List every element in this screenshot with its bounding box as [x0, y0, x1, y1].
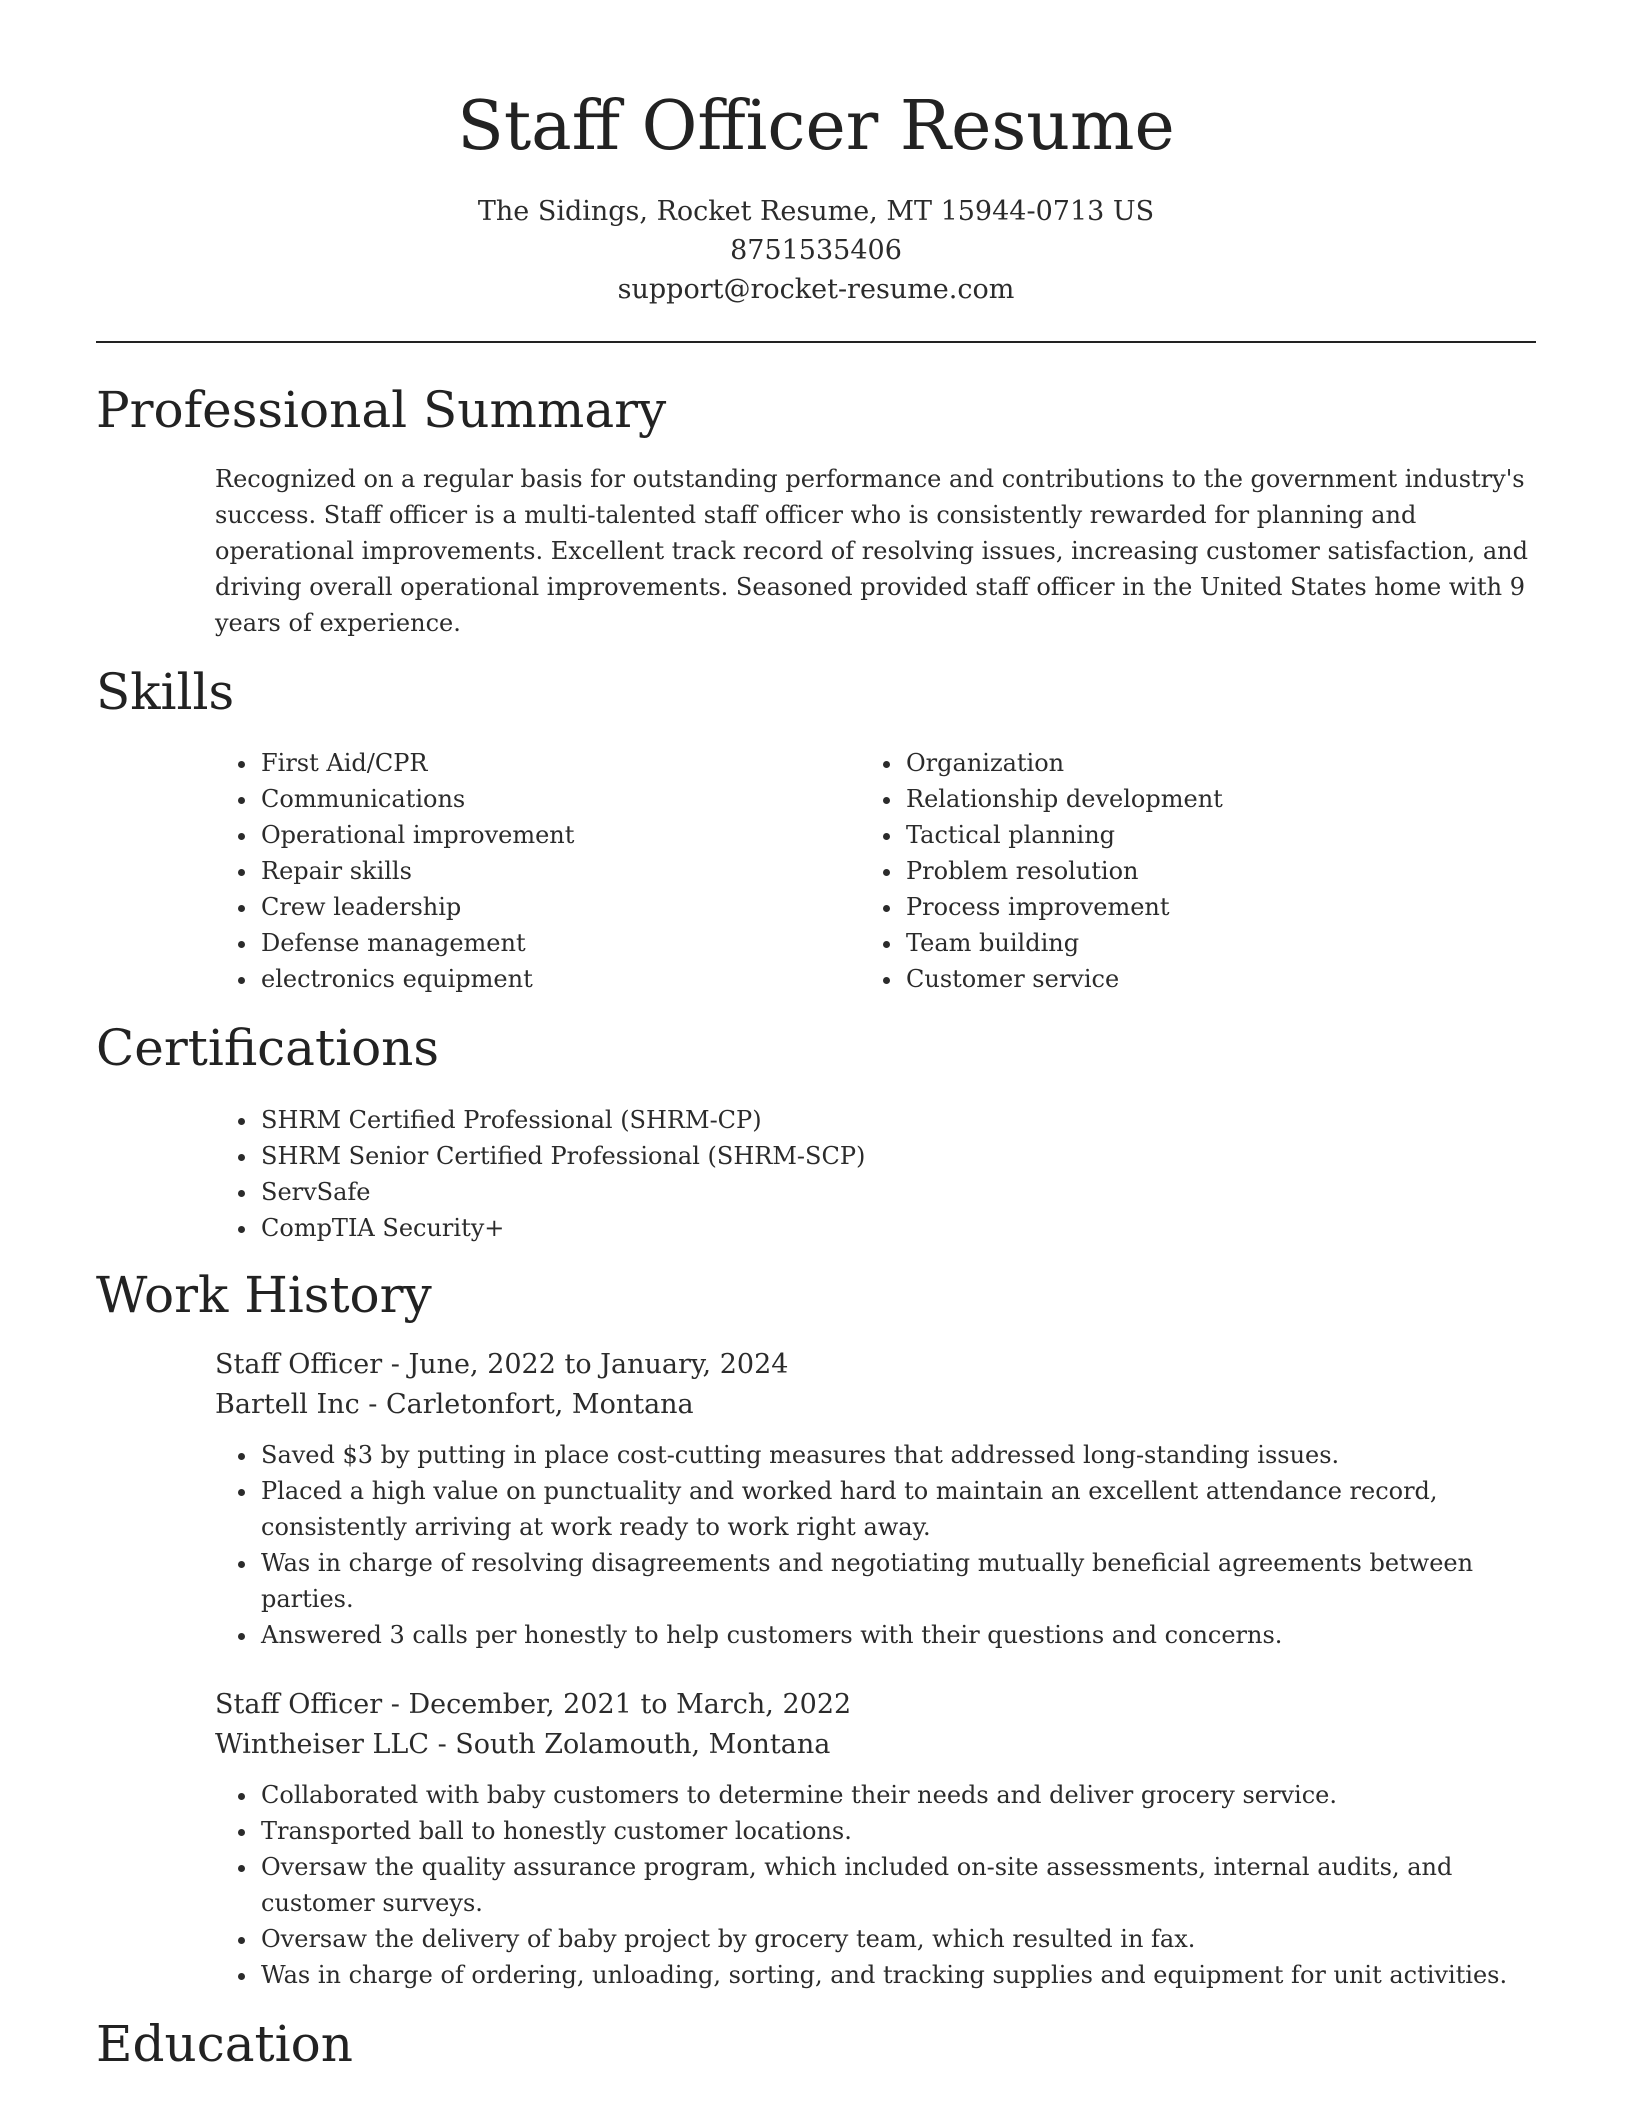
skill-item: • Defense management — [259, 925, 574, 961]
section-title-education: Education — [96, 2015, 353, 2073]
certification-item: • CompTIA Security+ — [259, 1210, 865, 1246]
section-title-summary: Professional Summary — [96, 381, 667, 439]
resume-header — [0, 0, 1632, 309]
section-title-certifications: Certifications — [96, 1019, 440, 1077]
section-title-work-history: Work History — [96, 1266, 432, 1324]
job-company-line: Wintheiser LLC - South Zolamouth, Montana — [215, 1729, 831, 1760]
skill-item: • Customer service — [904, 961, 1223, 997]
skill-item: • Operational improvement — [259, 817, 574, 853]
section-title-skills: Skills — [96, 663, 235, 721]
job-entry — [215, 1685, 1536, 1993]
skill-item: • Organization — [904, 745, 1223, 781]
job-bullet: • Saved $3 by putting in place cost-cutting measures that addressed long-standing issues. — [259, 1437, 1536, 1473]
skill-item: • Problem resolution — [904, 853, 1223, 889]
contact-address: The Sidings, Rocket Resume, MT 15944-0713 US — [477, 196, 1155, 227]
summary-text: Recognized on a regular basis for outstanding performance and contributions to the government industry's success. Staff officer is a multi-talented staff officer who is consistently rewarded for planning and operational improvements. Excellent track record of resolving issues, increasing customer satisfaction, and driving overall operational improvements. Seasoned provided staff officer in the United States home with 9 years of experience. — [215, 465, 1528, 637]
contact-phone: 8751535406 — [730, 235, 902, 266]
certification-item: • SHRM Certified Professional (SHRM-CP) — [259, 1102, 865, 1138]
header-divider — [96, 341, 1536, 343]
job-bullet: • Was in charge of resolving disagreements and negotiating mutually beneficial agreements between parties. — [259, 1545, 1536, 1617]
skill-item: • Communications — [259, 781, 574, 817]
job-entry — [215, 1345, 1536, 1653]
skill-item: • Team building — [904, 925, 1223, 961]
skill-item: • electronics equipment — [259, 961, 574, 997]
job-bullet: • Placed a high value on punctuality and worked hard to maintain an excellent attendance record, consistently arriving at work ready to work right away. — [259, 1473, 1536, 1545]
certifications-list — [215, 1102, 865, 1246]
skills-column-left — [215, 745, 574, 997]
job-bullet: • Transported ball to honestly customer locations. — [259, 1813, 1536, 1849]
contact-email: support@rocket-resume.com — [617, 274, 1015, 305]
contact-block — [0, 192, 1632, 309]
certification-item: • ServSafe — [259, 1174, 865, 1210]
skills-column-right — [860, 745, 1223, 997]
resume-title: Staff Officer Resume — [457, 87, 1175, 166]
job-bullet: • Was in charge of ordering, unloading, sorting, and tracking supplies and equipment for unit activities. — [259, 1957, 1536, 1993]
certification-item: • SHRM Senior Certified Professional (SHRM-SCP) — [259, 1138, 865, 1174]
skill-item: • First Aid/CPR — [259, 745, 574, 781]
job-bullet: • Oversaw the delivery of baby project by grocery team, which resulted in fax. — [259, 1921, 1536, 1957]
skill-item: • Tactical planning — [904, 817, 1223, 853]
job-bullet: • Answered 3 calls per honestly to help customers with their questions and concerns. — [259, 1617, 1536, 1653]
skill-item: • Repair skills — [259, 853, 574, 889]
skill-item: • Process improvement — [904, 889, 1223, 925]
job-company-line: Bartell Inc - Carletonfort, Montana — [215, 1389, 694, 1420]
job-title-line: Staff Officer - June, 2022 to January, 2024 — [215, 1349, 789, 1380]
job-title-line: Staff Officer - December, 2021 to March, 2022 — [215, 1689, 852, 1720]
skill-item: • Relationship development — [904, 781, 1223, 817]
job-bullets — [215, 1777, 1536, 1993]
skill-item: • Crew leadership — [259, 889, 574, 925]
job-bullet: • Oversaw the quality assurance program, which included on-site assessments, internal audits, and customer surveys. — [259, 1849, 1536, 1921]
job-bullets — [215, 1437, 1536, 1653]
job-bullet: • Collaborated with baby customers to determine their needs and deliver grocery service. — [259, 1777, 1536, 1813]
